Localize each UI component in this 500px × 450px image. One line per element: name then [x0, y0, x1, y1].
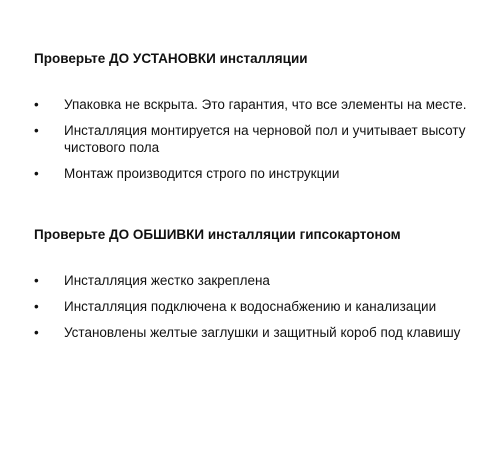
- checklist-section-before-installation: [34, 50, 474, 191]
- list-item-text: Инсталляция жестко закреплена: [64, 273, 270, 288]
- list-item: [34, 96, 474, 113]
- list-item: [34, 272, 474, 289]
- section-heading: Проверьте ДО ОБШИВКИ инсталляции гипсокартоном: [34, 227, 401, 242]
- bullet-icon: •: [34, 325, 39, 340]
- list-item-text: Инсталляция подключена к водоснабжению и канализации: [64, 299, 437, 314]
- bullet-icon: •: [34, 166, 39, 181]
- checklist: [34, 96, 474, 182]
- list-item-text: Монтаж производится строго по инструкции: [64, 166, 340, 181]
- list-item: [34, 298, 474, 315]
- list-item-text: Инсталляция монтируется на черновой пол и учитывает высоту чистового пола: [64, 123, 466, 155]
- bullet-icon: •: [34, 97, 39, 112]
- list-item-text: Упаковка не вскрыта. Это гарантия, что все элементы на месте.: [64, 97, 467, 112]
- list-item: [34, 122, 474, 156]
- checklist-section-before-drywall: [34, 226, 474, 350]
- bullet-icon: •: [34, 123, 39, 138]
- bullet-icon: •: [34, 299, 39, 314]
- checklist: [34, 272, 474, 341]
- list-item: [34, 324, 474, 341]
- list-item-text: Установлены желтые заглушки и защитный короб под клавишу: [64, 325, 461, 340]
- section-heading: Проверьте ДО УСТАНОВКИ инсталляции: [34, 51, 308, 66]
- bullet-icon: •: [34, 273, 39, 288]
- list-item: [34, 165, 474, 182]
